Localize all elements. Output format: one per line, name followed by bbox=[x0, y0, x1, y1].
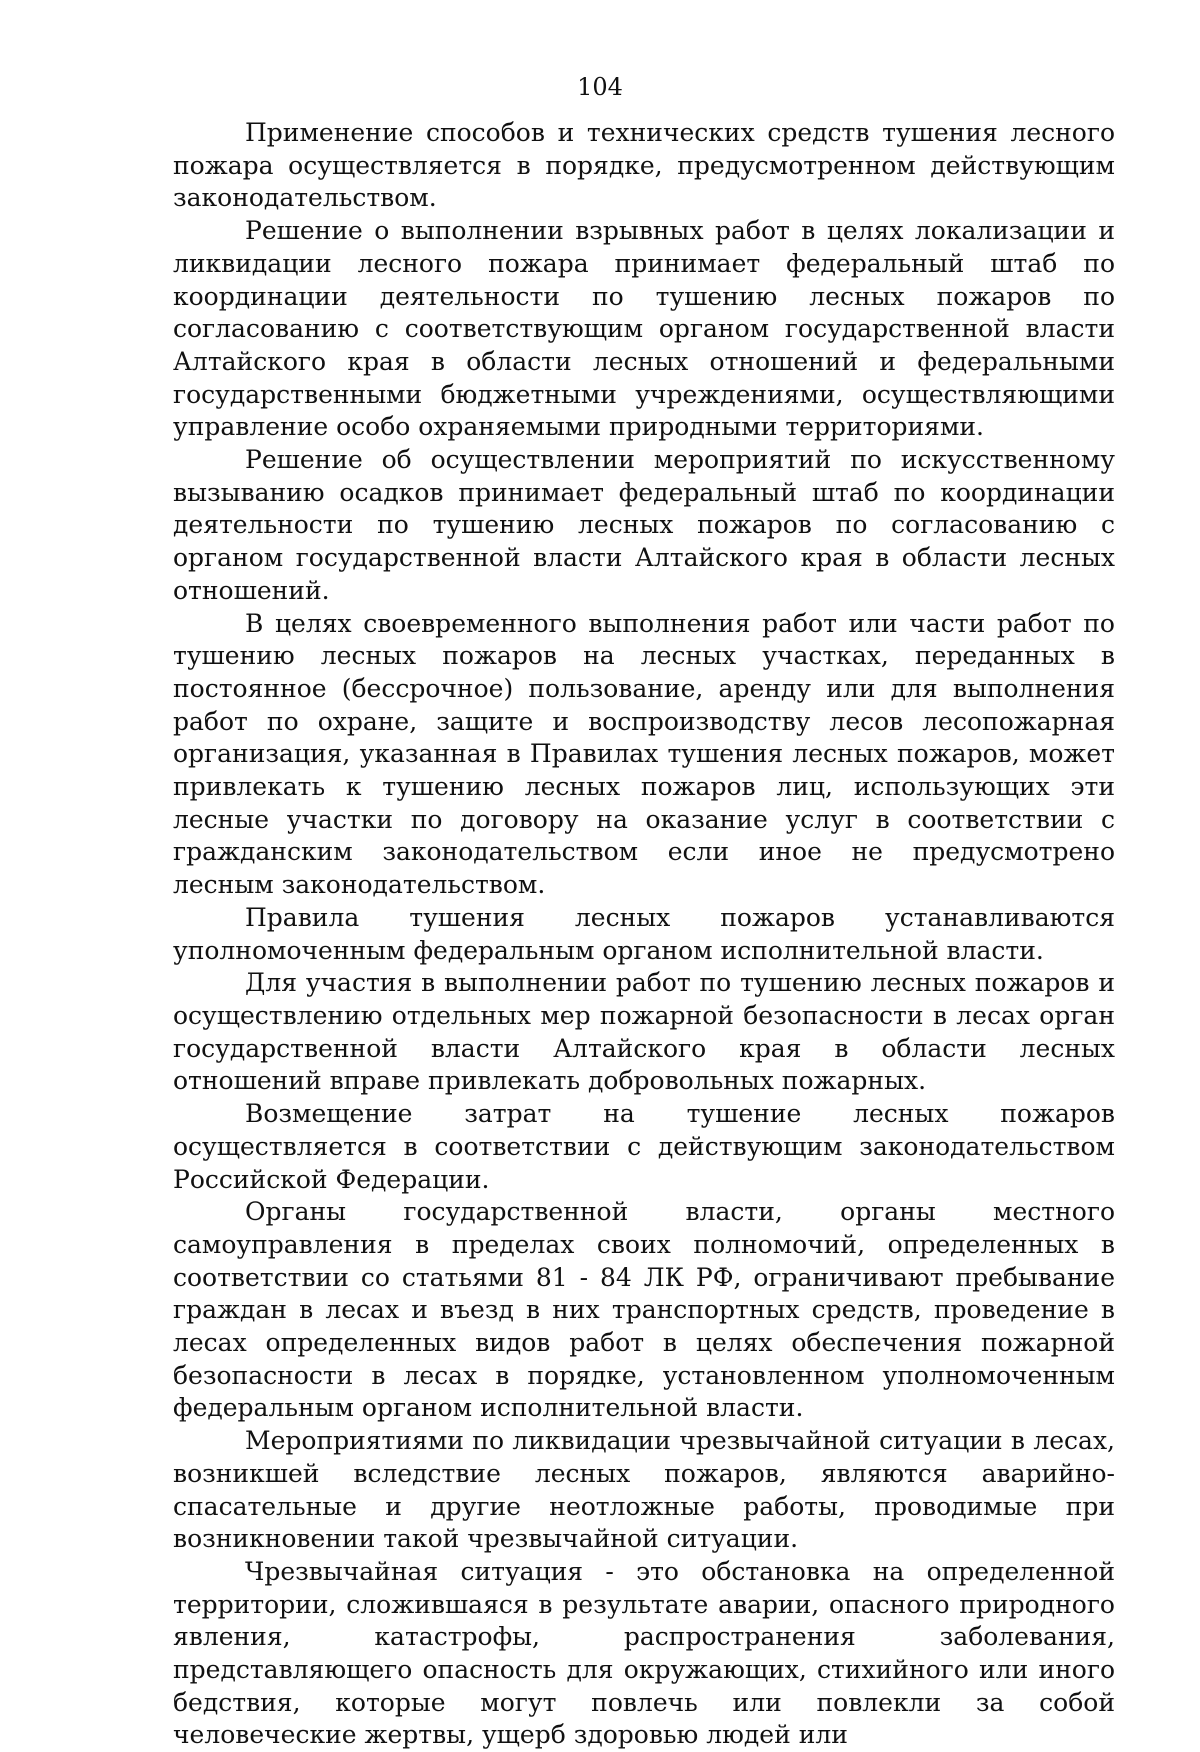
paragraph-emergency-definition: Чрезвычайная ситуация - это обстановка на определенной территории, сложившаяся в результате аварии, опасного природного явления, катастрофы, распространения заболевания, представляющего опасность для окружающих, стихийного или иного бедствия, которые могут повлечь или повлекли за собой человеческие жертвы, ущерб здоровью людей или bbox=[173, 1556, 1115, 1750]
paragraph-blasting-works: Решение о выполнении взрывных работ в целях локализации и ликвидации лесного пожара принимает федеральный штаб по координации деятельности по тушению лесных пожаров по согласованию с соответствующим органом государственной власти Алтайского края в области лесных отношений и федеральными государственными бюджетными учреждениями, осуществляющими управление особо охраняемыми природными территориями. bbox=[173, 216, 1115, 442]
paragraph-access-restrictions: Органы государственной власти, органы местного самоуправления в пределах своих полномочий, определенных в соответствии со статьями 81 - 84 ЛК РФ, ограничивают пребывание граждан в лесах и въезд в них транспортных средств, проведение в лесах определенных видов работ в целях обеспечения пожарной безопасности в лесах в порядке, установленном уполномоченным федеральным органом исполнительной власти. bbox=[173, 1197, 1115, 1423]
paragraph-emergency-liquidation: Мероприятиями по ликвидации чрезвычайной ситуации в лесах, возникшей вследствие лесных пожаров, являются аварийно-спасательные и другие неотложные работы, проводимые при возникновении такой чрезвычайной ситуации. bbox=[173, 1426, 1115, 1554]
paragraph-artificial-precipitation: Решение об осуществлении мероприятий по искусственному вызыванию осадков принимает федеральный штаб по координации деятельности по тушению лесных пожаров по согласованию с органом государственной власти Алтайского края в области лесных отношений. bbox=[173, 445, 1115, 605]
body-text bbox=[173, 117, 1115, 1752]
paragraph-fire-extinguishing-methods: Применение способов и технических средств тушения лесного пожара осуществляется в порядке, предусмотренном действующим законодательством. bbox=[173, 118, 1115, 213]
paragraph-volunteer-firefighters: Для участия в выполнении работ по тушению лесных пожаров и осуществлению отдельных мер пожарной безопасности в лесах орган государственной власти Алтайского края в области лесных отношений вправе привлекать добровольных пожарных. bbox=[173, 968, 1115, 1096]
page-number: 104 bbox=[577, 73, 623, 101]
paragraph-timely-work: В целях своевременного выполнения работ или части работ по тушению лесных пожаров на лесных участках, переданных в постоянное (бессрочное) пользование, аренду или для выполнения работ по охране, защите и воспроизводству лесов лесопожарная организация, указанная в Правилах тушения лесных пожаров, может привлекать к тушению лесных пожаров лиц, использующих эти лесные участки по договору на оказание услуг в соответствии с гражданским законодательством если иное не предусмотрено лесным законодательством. bbox=[173, 608, 1115, 900]
paragraph-extinguishing-rules: Правила тушения лесных пожаров устанавливаются уполномоченным федеральным органом исполнительной власти. bbox=[173, 902, 1115, 965]
paragraph-cost-reimbursement: Возмещение затрат на тушение лесных пожаров осуществляется в соответствии с действующим законодательством Российской Федерации. bbox=[173, 1099, 1115, 1194]
